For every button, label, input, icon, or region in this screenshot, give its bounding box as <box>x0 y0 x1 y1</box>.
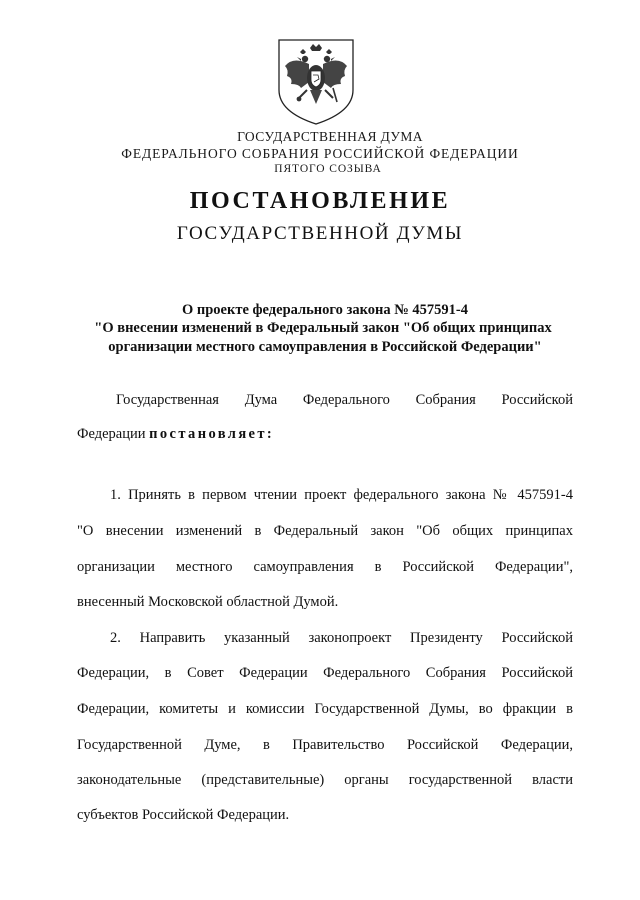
subject-line: О проекте федерального закона № 457591-4 <box>181 302 469 318</box>
coat-of-arms-icon <box>275 38 357 126</box>
issuer-name: ГОСУДАРСТВЕННАЯ ДУМА <box>237 129 423 144</box>
item-1-line: организации местного самоуправления в Российской Федерации", <box>77 559 573 575</box>
subject-line: организации местного самоуправления в Российской Федерации" <box>108 339 542 355</box>
document-type-title: ПОСТАНОВЛЕНИЕ <box>189 188 451 214</box>
item-2-line: субъектов Российской Федерации. <box>77 807 290 823</box>
parliament-name: ФЕДЕРАЛЬНОГО СОБРАНИЯ РОССИЙСКОЙ ФЕДЕРАЦИИ <box>121 146 519 161</box>
preamble-line: Государственная Дума Федерального Собрания Российской <box>116 392 573 408</box>
preamble-line <box>77 426 573 443</box>
item-2-line: Государственной Думе, в Правительство Российской Федерации, <box>77 737 573 753</box>
item-1-line: "О внесении изменений в Федеральный закон "Об общих принципах <box>77 523 573 539</box>
item-1-line: 1. Принять в первом чтении проект федерального закона № 457591-4 <box>110 487 573 503</box>
preamble-text: Федерации <box>77 426 146 442</box>
subject-line: "О внесении изменений в Федеральный закон "Об общих принципах <box>94 320 552 336</box>
item-2-line: законодательные (представительные) органы государственной власти <box>77 772 573 788</box>
item-2-line: 2. Направить указанный законопроект Президенту Российской <box>110 630 573 646</box>
item-1-line: внесенный Московской областной Думой. <box>77 594 339 610</box>
convocation: ПЯТОГО СОЗЫВА <box>274 163 382 175</box>
item-2-line: Федерации, в Совет Федерации Федерального Собрания Российской <box>77 665 573 681</box>
document-issuer-title: ГОСУДАРСТВЕННОЙ ДУМЫ <box>176 223 464 244</box>
item-2-line: Федерации, комитеты и комиссии Государственной Думы, во фракции в <box>77 701 573 717</box>
decision-word: постановляет: <box>149 426 275 442</box>
